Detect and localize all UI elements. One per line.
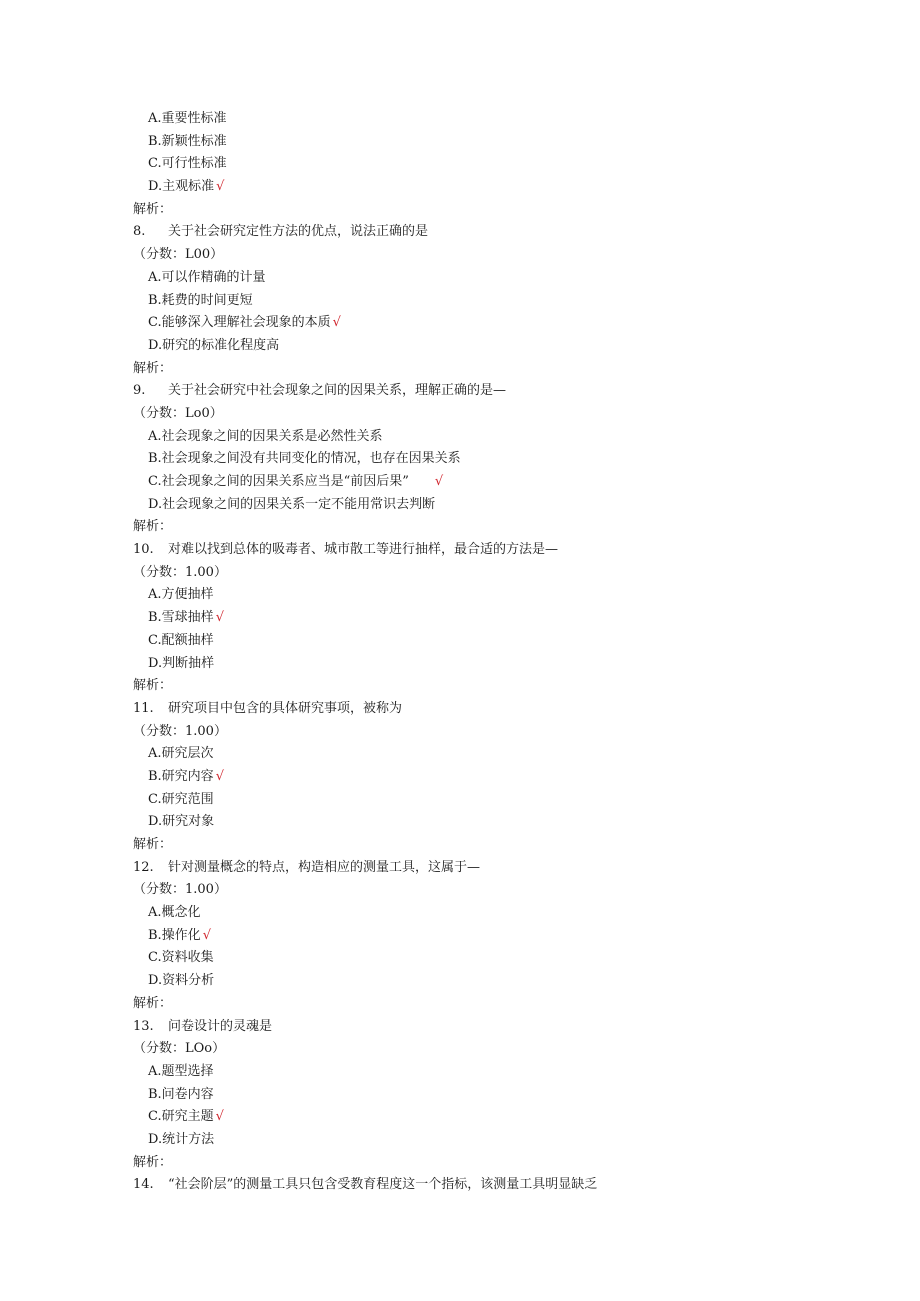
- question-stem: [133, 1174, 833, 1197]
- answer-option: [133, 290, 833, 313]
- question-list: [133, 108, 833, 1197]
- option-text: A.重要性标准: [148, 111, 227, 126]
- question-number: 12.: [133, 859, 154, 875]
- question-stem: [133, 380, 833, 403]
- answer-option: [133, 312, 833, 335]
- answer-option: [133, 267, 833, 290]
- option-text: B.耗费的时间更短: [148, 292, 253, 308]
- option-text: D.统计方法: [148, 1131, 215, 1147]
- check-mark-icon: √: [215, 1109, 224, 1125]
- question-text: 针对测量概念的特点，构造相应的测量工具，这属于—: [168, 859, 481, 875]
- check-mark-icon: √: [215, 610, 224, 626]
- question-text: 问卷设计的灵魂是: [168, 1018, 273, 1034]
- answer-option: [133, 1061, 833, 1084]
- analysis-label: 解析：: [133, 1154, 173, 1170]
- option-text: C.可行性标准: [148, 156, 227, 172]
- option-text: D.社会现象之间的因果关系一定不能用常识去判断: [148, 496, 436, 512]
- option-text: A.题型选择: [148, 1063, 214, 1079]
- analysis-label: 解析：: [133, 995, 173, 1011]
- answer-option: [133, 630, 833, 653]
- option-text: B.社会现象之间没有共同变化的情况，也存在因果关系: [148, 451, 461, 467]
- answer-option: [133, 811, 833, 834]
- question-stem: [133, 857, 833, 880]
- option-text: B.操作化: [148, 927, 201, 943]
- option-text: D.研究对象: [148, 814, 215, 830]
- answer-option: [133, 584, 833, 607]
- option-text: D.主观标准: [148, 179, 215, 195]
- answer-option: [133, 1084, 833, 1107]
- answer-option: [133, 947, 833, 970]
- question-number: 10.: [133, 542, 154, 558]
- answer-option: [133, 176, 833, 199]
- option-text: B.新颖性标准: [148, 133, 227, 149]
- option-text: C.社会现象之间的因果关系应当是“前因后果”: [148, 474, 409, 489]
- check-mark-icon: √: [216, 179, 225, 195]
- option-text: C.能够深入理解社会现象的本质: [148, 315, 331, 331]
- analysis-label: 解析：: [133, 678, 173, 694]
- question-number: 9.: [133, 383, 146, 399]
- question-stem: [133, 698, 833, 721]
- option-text: B.问卷内容: [148, 1086, 214, 1102]
- question-text: 对难以找到总体的吸毒者、城市散工等进行抽样，最合适的方法是—: [168, 542, 559, 558]
- option-text: D.资料分析: [148, 973, 215, 989]
- question-text: 关于社会研究中社会现象之间的因果关系，理解正确的是—: [168, 383, 507, 399]
- answer-option: [133, 131, 833, 154]
- analysis-label: 解析：: [133, 837, 173, 852]
- question-number: 11.: [133, 700, 154, 716]
- answer-option: [133, 1129, 833, 1152]
- analysis-label: 解析：: [133, 519, 173, 535]
- option-text: A.研究层次: [148, 746, 214, 762]
- answer-option: [133, 153, 833, 176]
- option-text: C.研究主题: [148, 1109, 214, 1125]
- question-number: 14.: [133, 1177, 154, 1193]
- option-text: B.雪球抽样: [148, 610, 214, 626]
- question-score: （分数：LOo）: [133, 1041, 226, 1057]
- question-stem: [133, 539, 833, 562]
- option-text: B.研究内容: [148, 768, 214, 784]
- option-text: D.判断抽样: [148, 655, 215, 671]
- option-text: C.配额抽样: [148, 632, 214, 648]
- answer-option: [133, 607, 833, 630]
- answer-option: [133, 789, 833, 812]
- check-mark-icon: √: [215, 768, 224, 784]
- answer-option: [133, 766, 833, 789]
- option-text: D.研究的标准化程度高: [148, 337, 280, 353]
- option-text: A.方便抽样: [148, 587, 214, 603]
- answer-option: [133, 335, 833, 358]
- question-score: （分数：1.00）: [133, 882, 227, 898]
- question-score: （分数：1.00）: [133, 723, 227, 739]
- check-mark-icon: √: [332, 315, 341, 331]
- answer-option: [133, 1106, 833, 1129]
- answer-option: [133, 970, 833, 993]
- question-score: （分数：L00）: [133, 247, 224, 263]
- question-text: 关于社会研究定性方法的优点，说法正确的是: [168, 224, 429, 240]
- question-stem: [133, 1016, 833, 1039]
- analysis-label: 解析：: [133, 201, 173, 217]
- question-number: 8.: [133, 224, 146, 240]
- question-number: 13.: [133, 1018, 154, 1034]
- question-score: （分数：Lo0）: [133, 405, 223, 421]
- check-mark-icon: √: [434, 474, 444, 489]
- answer-option: [133, 108, 833, 131]
- option-text: C.研究范围: [148, 791, 214, 807]
- option-text: A.可以作精确的计量: [148, 269, 266, 285]
- answer-option: [133, 743, 833, 766]
- answer-option: [133, 471, 833, 494]
- check-mark-icon: √: [202, 927, 211, 943]
- option-text: A.概念化: [148, 905, 201, 921]
- answer-option: [133, 494, 833, 517]
- question-score: （分数：1.00）: [133, 564, 227, 580]
- answer-option: [133, 653, 833, 676]
- question-text: “社会阶层”的测量工具只包含受教育程度这一个指标，该测量工具明显缺乏: [168, 1177, 598, 1193]
- option-text: C.资料收集: [148, 950, 214, 966]
- answer-option: [133, 902, 833, 925]
- question-stem: [133, 221, 833, 244]
- analysis-label: 解析：: [133, 360, 173, 376]
- answer-option: [133, 925, 833, 948]
- answer-option: [133, 426, 833, 449]
- answer-option: [133, 448, 833, 471]
- option-text: A.社会现象之间的因果关系是必然性关系: [148, 428, 383, 444]
- question-text: 研究项目中包含的具体研究事项，被称为: [168, 700, 403, 716]
